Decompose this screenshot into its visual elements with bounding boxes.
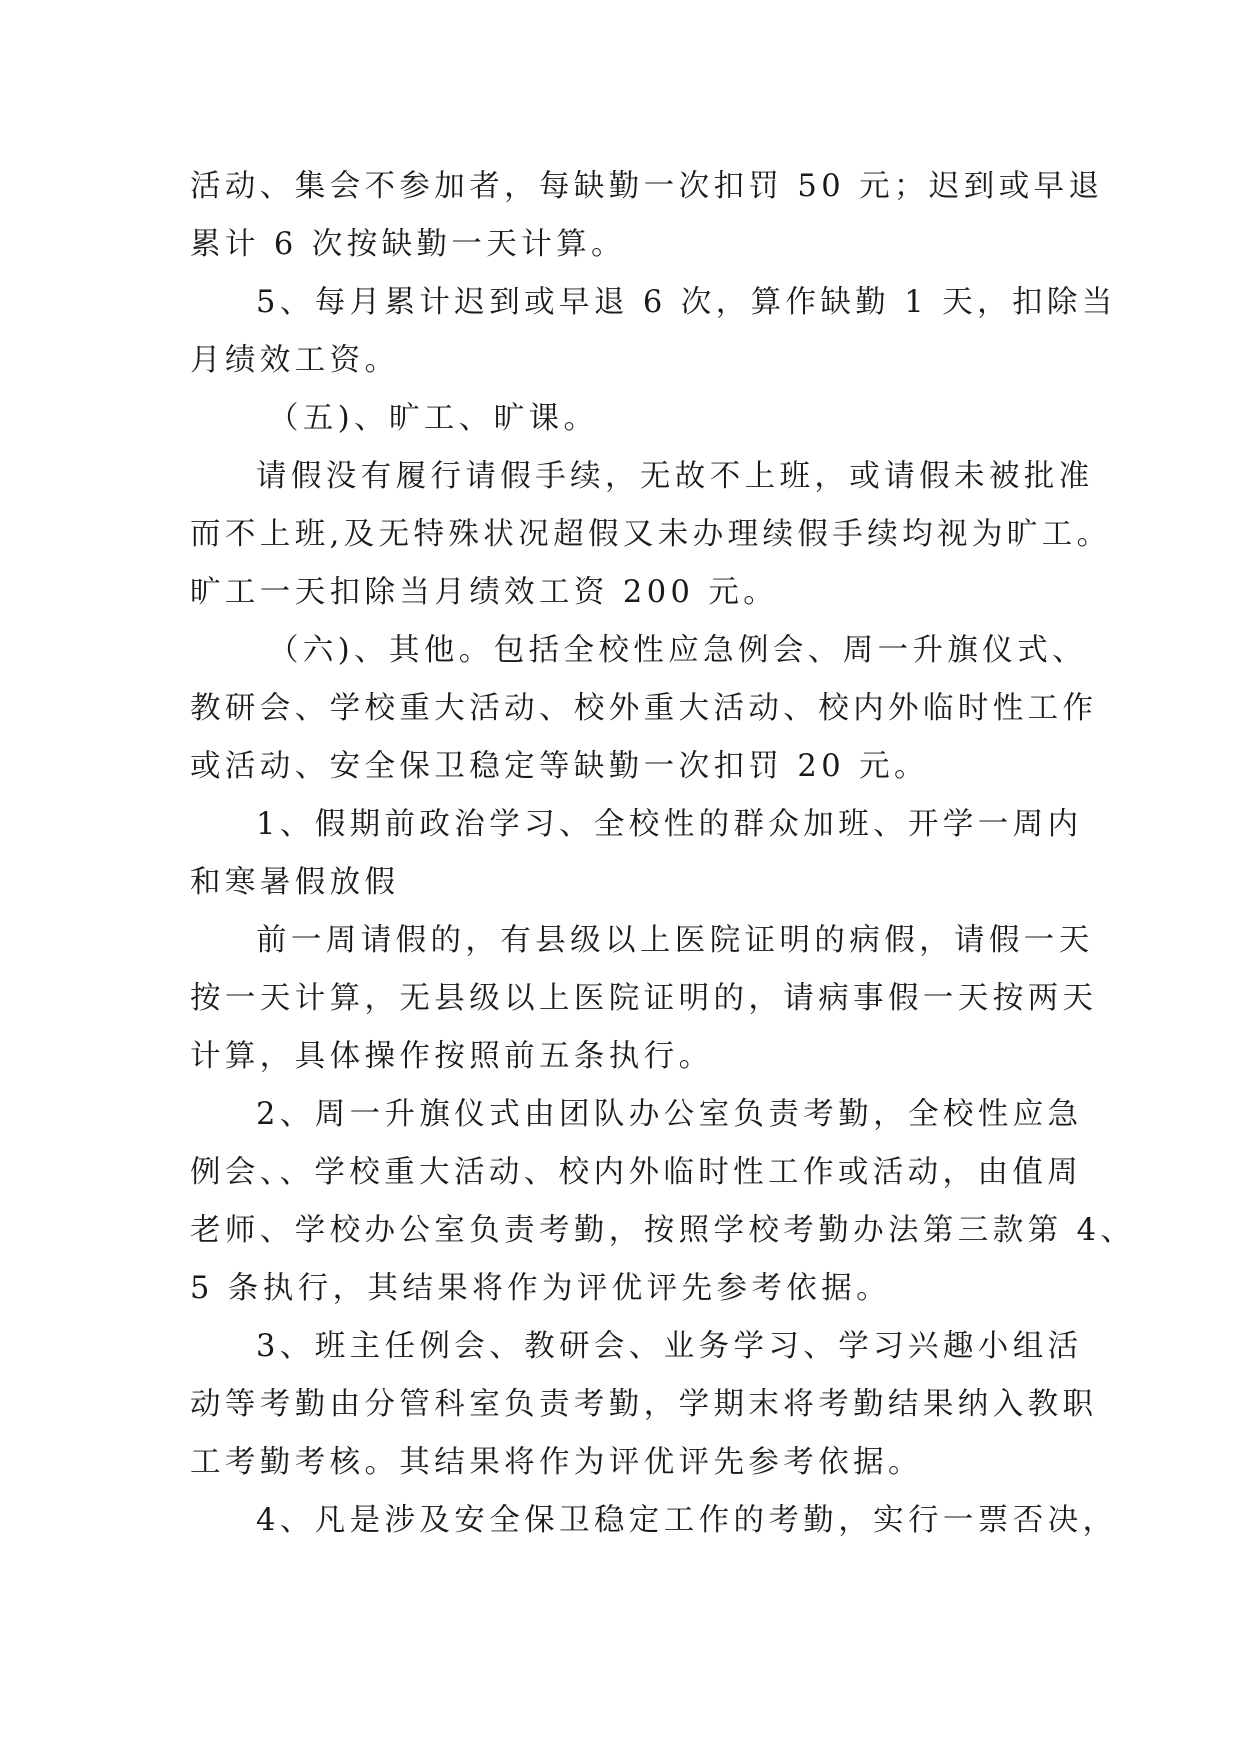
document-body	[190, 158, 1136, 1550]
text-line: 1、假期前政治学习、全校性的群众加班、开学一周内	[256, 807, 1083, 842]
text-line: 老师、学校办公室负责考勤，按照学校考勤办法第三款第 4、	[190, 1213, 1136, 1248]
text-line: 例会、、学校重大活动、校内外临时性工作或活动，由值周	[190, 1155, 1083, 1190]
text-line: 3、班主任例会、教研会、业务学习、学习兴趣小组活	[256, 1329, 1083, 1364]
text-line: 而不上班,及无特殊状况超假又未办理续假手续均视为旷工。	[190, 517, 1112, 552]
text-line: 按一天计算，无县级以上医院证明的，请病事假一天按两天	[190, 981, 1098, 1016]
text-line: 5 条执行，其结果将作为评优评先参考依据。	[190, 1271, 891, 1306]
text-line: 累计 6 次按缺勤一天计算。	[190, 227, 626, 262]
text-line: 和寒暑假放假	[190, 865, 400, 900]
text-line: 4、凡是涉及安全保卫稳定工作的考勤，实行一票否决，	[256, 1503, 1118, 1538]
text-line: 请假没有履行请假手续，无故不上班，或请假未被批准	[256, 459, 1094, 494]
text-line: 月绩效工资。	[190, 343, 400, 378]
text-line: 工考勤考核。其结果将作为评优评先参考依据。	[190, 1445, 923, 1480]
text-line: 前一周请假的，有县级以上医院证明的病假，请假一天	[256, 923, 1094, 958]
text-line: 教研会、学校重大活动、校外重大活动、校内外临时性工作	[190, 691, 1098, 726]
text-line: 动等考勤由分管科室负责考勤，学期末将考勤结果纳入教职	[190, 1387, 1098, 1422]
text-line: 计算，具体操作按照前五条执行。	[190, 1039, 714, 1074]
section-heading: （五)、旷工、旷课。	[268, 401, 599, 436]
text-line: 旷工一天扣除当月绩效工资 200 元。	[190, 575, 779, 610]
text-line: 2、周一升旗仪式由团队办公室负责考勤，全校性应急	[256, 1097, 1083, 1132]
section-heading: （六)、其他。包括全校性应急例会、周一升旗仪式、	[268, 633, 1087, 668]
text-line: 活动、集会不参加者，每缺勤一次扣罚 50 元；迟到或早退	[190, 169, 1104, 204]
text-line: 或活动、安全保卫稳定等缺勤一次扣罚 20 元。	[190, 749, 929, 784]
text-line: 5、每月累计迟到或早退 6 次，算作缺勤 1 天，扣除当	[256, 285, 1117, 320]
